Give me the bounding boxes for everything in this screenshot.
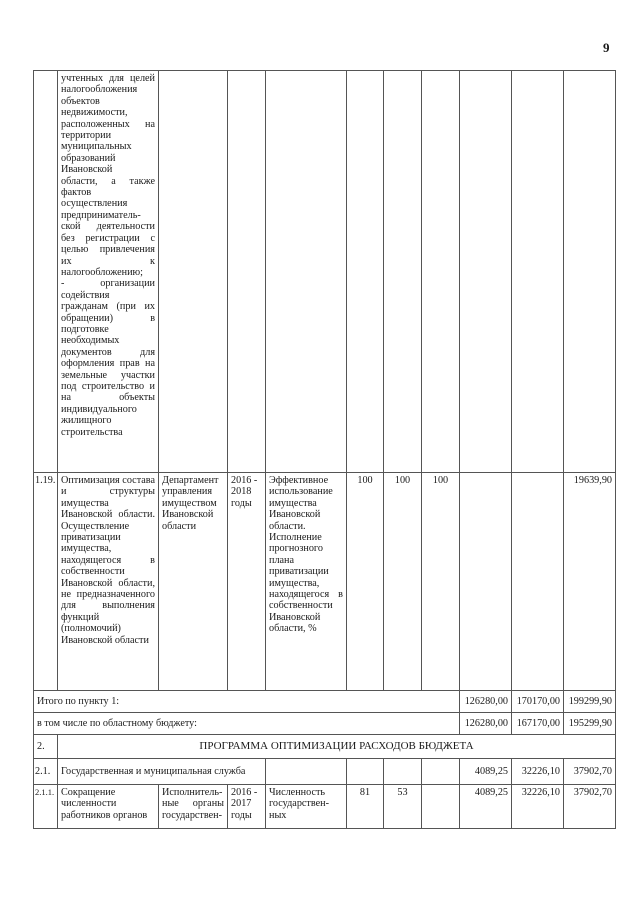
cell-number: 2.1.1.: [34, 785, 58, 829]
description-line: индивидуального: [61, 403, 137, 415]
total-label: Итого по пункту 1:: [34, 691, 460, 713]
cell-target-1: [347, 759, 384, 785]
cell-executor: Департамент управления имуществом Ивановской области: [159, 473, 228, 691]
cell-description: Государственная и муниципальная служба: [58, 759, 266, 785]
cell-target-3: 100: [422, 473, 460, 691]
table-row-total-point-1: [34, 691, 616, 713]
table-row-2-1-1: [34, 785, 616, 829]
description-line: целью привлечения: [61, 244, 155, 256]
cell-target-1: 100: [347, 473, 384, 691]
description-line: образований: [61, 152, 116, 164]
description-line: ской деятельности: [61, 221, 155, 233]
cell-indicator: [266, 71, 347, 473]
cell-number: [34, 71, 58, 473]
description-line: учтенных для целей: [61, 73, 155, 84]
cell-executor: Исполнитель-ные органы государствен-: [159, 785, 228, 829]
cell-indicator: Численность государствен-ных: [266, 785, 347, 829]
cell-period: [228, 71, 266, 473]
cell-target-1: 81: [347, 785, 384, 829]
regional-budget-label: в том числе по областному бюджету:: [34, 713, 460, 735]
page-number: 9: [603, 40, 610, 55]
description-line: подготовке: [61, 323, 109, 335]
description-line: гражданам (при их: [61, 301, 155, 313]
description-line: области, а также: [61, 175, 155, 187]
description-line: оформления прав на: [61, 358, 155, 370]
cell-description: Сокращение численности работников органов: [58, 785, 159, 829]
cell-target-2: 53: [384, 785, 422, 829]
budget-measures-table: [33, 70, 616, 829]
cell-sum-1: 126280,00: [460, 713, 512, 735]
cell-sum-3: 195299,90: [564, 713, 616, 735]
cell-sum-3: 37902,70: [564, 759, 616, 785]
cell-number: 2.1.: [34, 759, 58, 785]
table-row-2-1: [34, 759, 616, 785]
description-line: на объекты: [61, 392, 155, 404]
table-row-section-2: [34, 735, 616, 759]
description-line: содействия: [61, 289, 110, 301]
cell-sum-1: 4089,25: [460, 785, 512, 829]
description-line: обращении) в: [61, 312, 155, 324]
cell-period: 2016 - 2018 годы: [228, 473, 266, 691]
description-line: жилищного: [61, 415, 112, 427]
cell-target-2: 100: [384, 473, 422, 691]
cell-target-3: [422, 71, 460, 473]
description-line: муниципальных: [61, 141, 132, 153]
table-row-1-19: [34, 473, 616, 691]
description-line: необходимых: [61, 335, 120, 347]
cell-indicator: [266, 759, 347, 785]
cell-sum-3: 19639,90: [564, 473, 616, 691]
description-line: Ивановской: [61, 164, 113, 176]
description-line: объектов: [61, 95, 100, 107]
cell-target-2: [384, 71, 422, 473]
section-number: 2.: [34, 735, 58, 759]
description-line: - организации: [61, 278, 155, 290]
cell-sum-2: [512, 71, 564, 473]
cell-sum-1: 4089,25: [460, 759, 512, 785]
cell-sum-2: 32226,10: [512, 785, 564, 829]
description-line: под строительство и: [61, 380, 155, 392]
cell-sum-3: 199299,90: [564, 691, 616, 713]
description-line: налогообложения: [61, 84, 138, 96]
cell-sum-2: 170170,00: [512, 691, 564, 713]
description-line: предприниматель-: [61, 209, 141, 221]
cell-description: [58, 71, 159, 473]
cell-target-1: [347, 71, 384, 473]
description-line: территории: [61, 130, 112, 142]
description-line: без регистрации с: [61, 232, 155, 244]
table-row-regional-budget: [34, 713, 616, 735]
cell-number: 1.19.: [34, 473, 58, 691]
cell-target-3: [422, 785, 460, 829]
description-line: недвижимости,: [61, 107, 128, 119]
cell-executor: [159, 71, 228, 473]
description-line: налогообложению;: [61, 266, 143, 278]
cell-sum-2: 32226,10: [512, 759, 564, 785]
cell-sum-1: 126280,00: [460, 691, 512, 713]
description-line: фактов: [61, 187, 92, 199]
table-row-continued: [34, 71, 616, 473]
cell-sum-3: 37902,70: [564, 785, 616, 829]
description-line: земельные участки: [61, 369, 155, 381]
cell-indicator: Эффективное использование имущества Ивановской области. Исполнение прогнозного плана приватизации имущества, находящегося в собственности Ивановской области, %: [266, 473, 347, 691]
cell-sum-3: [564, 71, 616, 473]
cell-sum-1: [460, 473, 512, 691]
description-line: расположенных на: [61, 118, 155, 130]
cell-target-3: [422, 759, 460, 785]
description-line: документов для: [61, 346, 155, 358]
cell-sum-2: [512, 473, 564, 691]
description-line: строительства: [61, 426, 123, 438]
cell-description: Оптимизация состава и структуры имущества Ивановской области. Осуществление приватизации имущества, находящегося в собственности Ивановской области, не предназначенного для выполнения функций (полномочий) Ивановской области: [58, 473, 159, 691]
description-line: их к: [61, 255, 155, 267]
section-title: ПРОГРАММА ОПТИМИЗАЦИИ РАСХОДОВ БЮДЖЕТА: [58, 735, 616, 759]
description-line: осуществления: [61, 198, 128, 210]
cell-sum-1: [460, 71, 512, 473]
cell-target-2: [384, 759, 422, 785]
cell-sum-2: 167170,00: [512, 713, 564, 735]
cell-period: 2016 - 2017 годы: [228, 785, 266, 829]
